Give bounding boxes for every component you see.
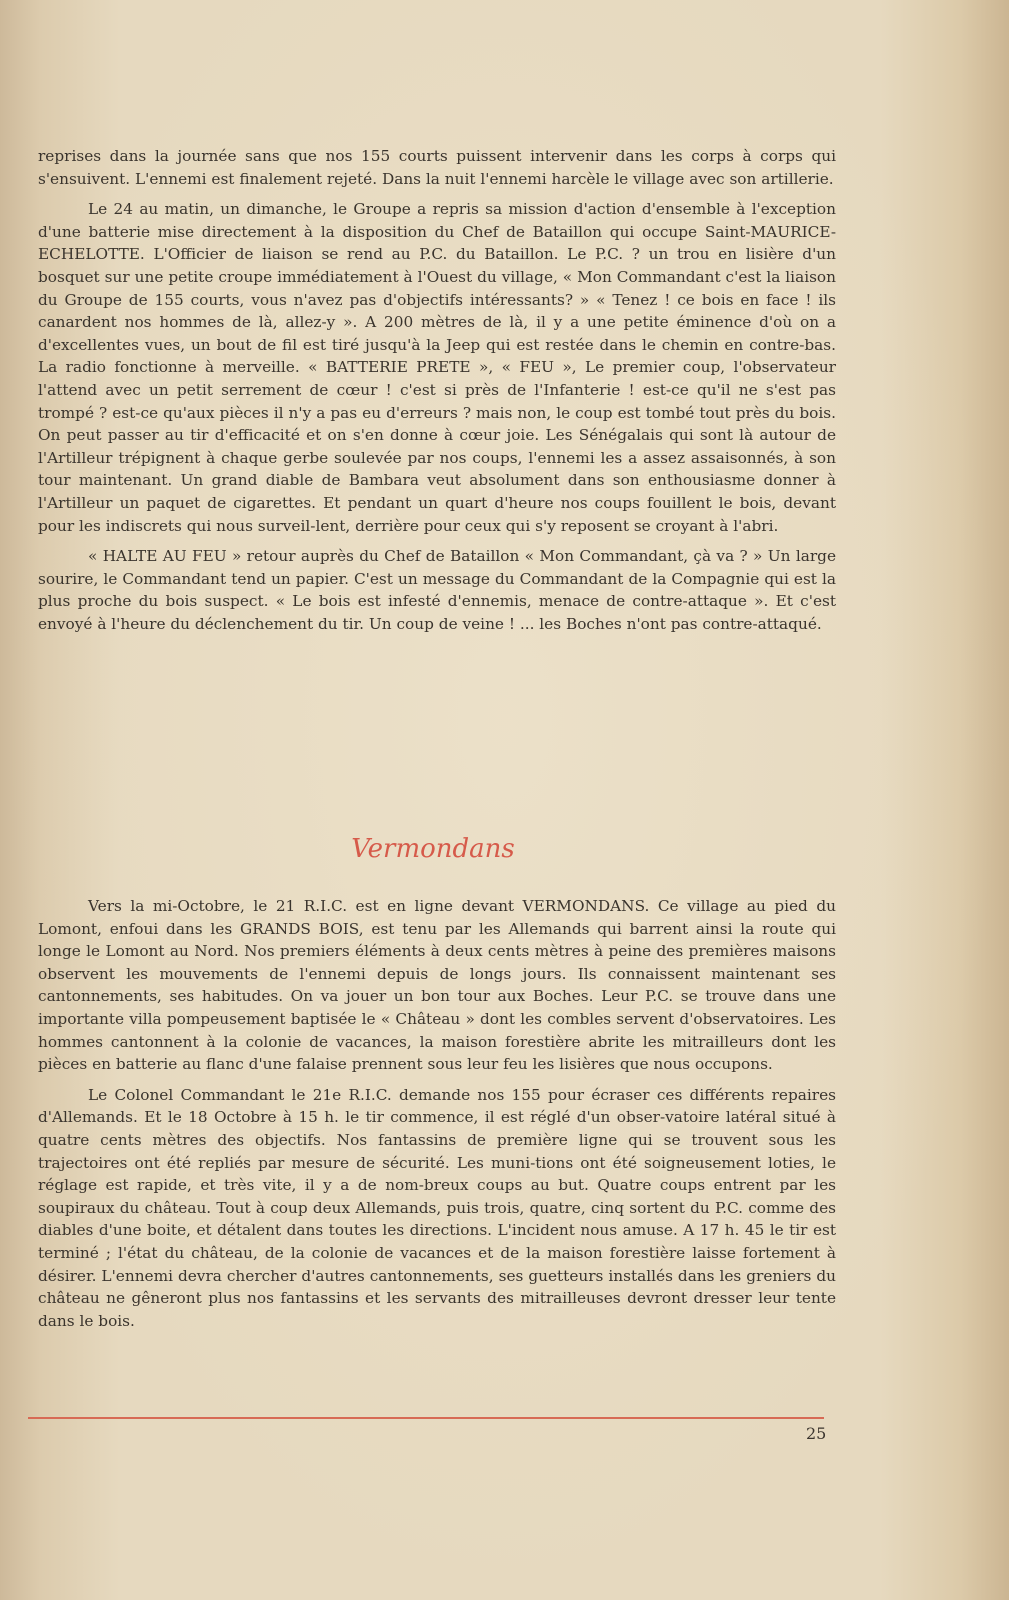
page-number: 25 [806, 1424, 827, 1443]
paragraph: Le 24 au matin, un dimanche, le Groupe a repris sa mission d'action d'ensemble à l'exception d'une batterie mise directement à la disposition du Chef de Bataillon qui occupe Saint-MAURICE-ECHELOTTE. L'Officier de liaison se rend au P.C. du Bataillon. Le P.C. ? un trou en lisière d'un bosquet sur une petite croupe immédiatement à l'Ouest du village, « Mon Commandant c'est la liaison du Groupe de 155 courts, vous n'avez pas d'objectifs intéressants? » « Tenez ! ce bois en face ! ils canardent nos hommes de là, allez-y ». A 200 mètres de là, il y a une petite éminence d'où on a d'excellentes vues, un bout de fil est tiré jusqu'à la Jeep qui est restée dans le chemin en contre-bas. La radio fonctionne à merveille. « BATTERIE PRETE », « FEU », Le premier coup, l'observateur l'attend avec un petit serrement de cœur ! c'est si près de l'Infanterie ! est-ce qu'il ne s'est pas trompé ? est-ce qu'aux pièces il n'y a pas eu d'erreurs ? mais non, le coup est tombé tout près du bois. On peut passer au tir d'efficacité et on s'en donne à cœur joie. Les Sénégalais qui sont là autour de l'Artilleur trépignent à chaque gerbe soulevée par nos coups, l'ennemi les a assez assaisonnés, à son tour maintenant. Un grand diable de Bambara veut absolument dans son enthousiasme donner à l'Artilleur un paquet de cigarettes. Et pendant un quart d'heure nos coups fouillent le bois, devant pour les indiscrets qui nous surveil-lent, derrière pour ceux qui s'y reposent se croyant à l'abri. [38, 200, 836, 535]
text-section-bottom [38, 895, 836, 1340]
section-title: Vermondans [351, 834, 515, 864]
paragraph: « HALTE AU FEU » retour auprès du Chef de Bataillon « Mon Commandant, çà va ? » Un large sourire, le Commandant tend un papier. C'est un message du Commandant de la Compagnie qui est la plus proche du bois suspect. « Le bois est infesté d'ennemis, menace de contre-attaque ». Et c'est envoyé à l'heure du déclenchement du tir. Un coup de veine ! ... les Boches n'ont pas contre-attaqué. [38, 547, 836, 633]
paragraph: Vers la mi-Octobre, le 21 R.I.C. est en ligne devant VERMONDANS. Ce village au pied du Lomont, enfoui dans les GRANDS BOIS, est tenu par les Allemands qui barrent ainsi la route qui longe le Lomont au Nord. Nos premiers éléments à deux cents mètres à peine des premières maisons observent les mouvements de l'ennemi depuis de longs jours. Ils connaissent maintenant ses cantonnements, ses habitudes. On va jouer un bon tour aux Boches. Leur P.C. se trouve dans une importante villa pompeusement baptisée le « Château » dont les combles servent d'observatoires. Les hommes cantonnent à la colonie de vacances, la maison forestière abrite les mitrailleurs dont les pièces en batterie au flanc d'une falaise prennent sous leur feu les lisières que nous occupons. [38, 897, 836, 1074]
paragraph: Le Colonel Commandant le 21e R.I.C. demande nos 155 pour écraser ces différents repaires d'Allemands. Et le 18 Octobre à 15 h. le tir commence, il est réglé d'un obser-vatoire latéral situé à quatre cents mètres des objectifs. Nos fantassins de première ligne qui se trouvent sous les trajectoires ont été repliés par mesure de sécurité. Les muni-tions ont été soigneusement loties, le réglage est rapide, et très vite, il y a de nom-breux coups au but. Quatre coups entrent par les soupiraux du château. Tout à coup deux Allemands, puis trois, quatre, cinq sortent du P.C. comme des diables d'une boite, et détalent dans toutes les directions. L'incident nous amuse. A 17 h. 45 le tir est terminé ; l'état du château, de la colonie de vacances et de la maison forestière laisse fortement à désirer. L'ennemi devra chercher d'autres cantonnements, ses guetteurs installés dans les greniers du château ne gêneront plus nos fantassins et les servants des mitrailleuses devront dresser leur tente dans le bois. [38, 1085, 836, 1330]
paragraph: reprises dans la journée sans que nos 155 courts puissent intervenir dans les corps à corps qui s'ensuivent. L'ennemi est finalement rejeté. Dans la nuit l'ennemi harcèle le village avec son artillerie. [38, 147, 836, 188]
footer-rule [28, 1417, 824, 1419]
text-section-top [38, 145, 836, 643]
